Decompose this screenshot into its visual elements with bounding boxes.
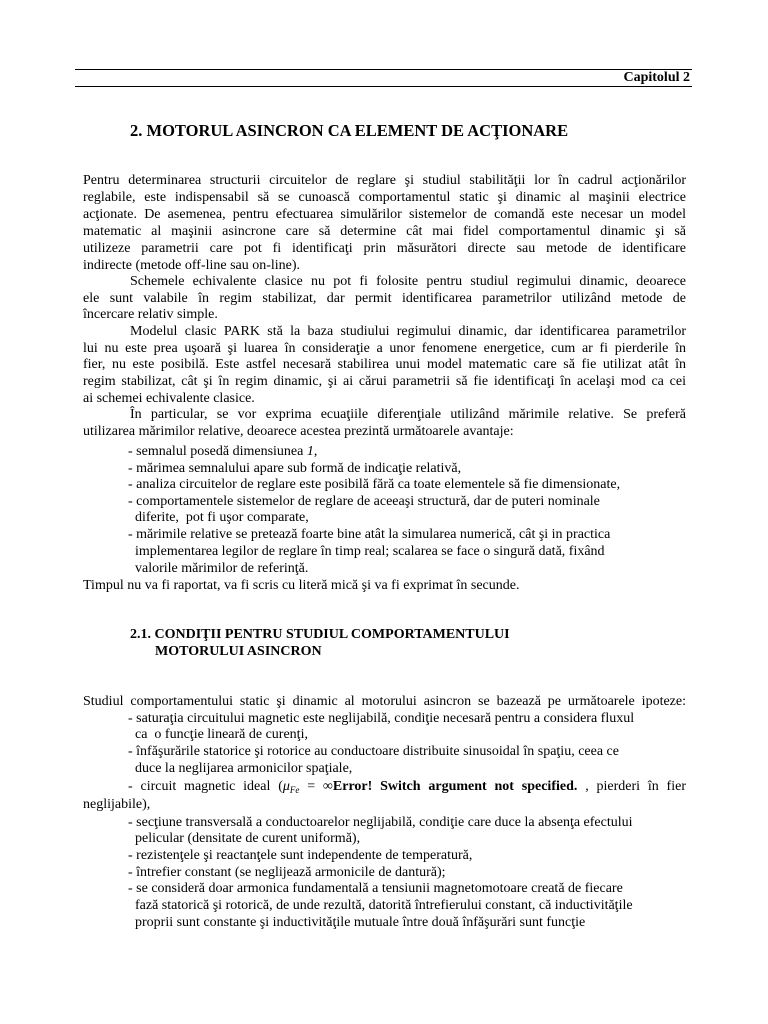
- hypothesis-item: [128, 779, 686, 799]
- hypothesis-item: ca o funcţie lineară de curenţi,: [128, 727, 308, 742]
- bullet-text: - semnalul posedă dimensiunea: [128, 444, 307, 459]
- paragraph-line: utilizarea mărimilor relative, deoarece acestea prezintă următoarele avantaje:: [83, 424, 514, 439]
- paragraph-line: utilizeze parametrii care pot fi identificaţi prin măsurători directe sau metode de identificare: [83, 241, 686, 256]
- subsection-title-line: 2.1. CONDIŢII PENTRU STUDIUL COMPORTAMENTULUI: [130, 627, 510, 642]
- mu-subscript: Fe: [289, 785, 300, 795]
- bullet-item: - mărimea semnalului apare sub formă de indicaţie relativă,: [128, 461, 462, 476]
- subsection-title-line: MOTORULUI ASINCRON: [155, 644, 322, 659]
- field-error-text: Error! Switch argument not specified.: [332, 779, 578, 794]
- hypothesis-item: proprii sunt constante şi inductivităţile mutuale între două înfăşurări sunt funcţie: [128, 915, 586, 930]
- paragraph-line: În particular, se vor exprima ecuaţiile diferenţiale utilizând mărimile relative. Se preferă: [130, 407, 686, 422]
- paragraph-line: reglabile, este indispensabil să se cunoască comportamentul static şi dinamic al maşinii electrice: [83, 190, 686, 205]
- bullet-item: - mărimile relative se pretează foarte bine atât la simularea numerică, cât şi in practica: [128, 527, 611, 542]
- hypothesis-text: - circuit magnetic ideal (: [128, 779, 283, 794]
- paragraph-line: indirecte (metode off-line sau on-line).: [83, 258, 301, 273]
- bullet-item: [128, 444, 317, 461]
- hypothesis-item: - întrefier constant (se neglijează armonicile de dantură);: [128, 865, 446, 880]
- bullet-item: - analiza circuitelor de reglare este posibilă fără ca toate elementele să fie dimensionate,: [128, 477, 621, 492]
- dimension-value: 1: [306, 444, 314, 459]
- paragraph-line: fier, nu este posibilă. Este astfel necesară stabilirea unui model matematic care să fie utilizat atât în: [83, 357, 686, 372]
- paragraph-line: acţionate. De asemenea, pentru efectuarea simulărilor sistemelor de comandă este necesar un model: [83, 207, 686, 222]
- header-rule-top: [75, 69, 692, 70]
- paragraph-line: regim stabilizat, cât şi în regim dinamic, şi ai cărui parametrii să fie identificaţi în acelaşi mod ca cei: [83, 374, 686, 389]
- paragraph-line: Studiul comportamentului static şi dinamic al motorului asincron se bazează pe următoarele ipoteze:: [83, 694, 686, 709]
- hypothesis-item: - rezistenţele şi reactanţele sunt independente de temperatură,: [128, 848, 473, 863]
- bullet-item: valorile mărimilor de referinţă.: [128, 561, 309, 576]
- chapter-label: Capitolul 2: [623, 70, 690, 85]
- paragraph-line: încercare relativ simple.: [83, 307, 218, 322]
- paragraph-line: ele sunt valabile în regim stabilizat, dar permit identificarea parametrilor utilizând metode de: [83, 291, 686, 306]
- header-rule-bottom: [75, 86, 692, 87]
- paragraph-line: lui nu este prea uşoară şi luarea în consideraţie a unor fenomene energetice, cum ar fi pierderile în: [83, 341, 686, 356]
- hypothesis-item: - secţiune transversală a conductoarelor neglijabilă, condiţie care duce la absenţa efectului: [128, 815, 633, 830]
- mu-symbol: μ: [282, 779, 290, 794]
- hypothesis-item: pelicular (densitate de curent uniformă),: [128, 831, 361, 846]
- bullet-item: diferite, pot fi uşor comparate,: [128, 510, 309, 525]
- paragraph-line: Timpul nu va fi raportat, va fi scris cu literă mică şi va fi exprimat în secunde.: [83, 578, 520, 593]
- subsection-title: [130, 626, 510, 660]
- paragraph-line: matematic al maşinii asincrone care să determine cât mai fidel comportamentul dinamic şi să: [83, 224, 686, 239]
- hypothesis-item: neglijabile),: [83, 797, 151, 812]
- hypothesis-item: duce la neglijarea armonicilor spaţiale,: [128, 761, 353, 776]
- paragraph-line: Pentru determinarea structurii circuitelor de reglare şi studiul stabilităţii lor în cadrul acţionărilor: [83, 173, 686, 188]
- hypothesis-text: , pierderi în fier: [577, 779, 686, 794]
- bullet-item: - comportamentele sistemelor de reglare de aceeaşi structură, dar de puteri nominale: [128, 494, 600, 509]
- hypothesis-item: - înfăşurările statorice şi rotorice au conductoare distribuite sinusoidal în spaţiu, ceea ce: [128, 744, 619, 759]
- paragraph-line: Schemele echivalente clasice nu pot fi folosite pentru studiul regimului dinamic, deoarece: [130, 274, 686, 289]
- paragraph-line: ai schemei echivalente clasice.: [83, 391, 255, 406]
- hypothesis-item: fază statorică şi rotorică, de unde rezultă, datorită întrefierului constant, că inductivităţile: [128, 898, 633, 913]
- hypothesis-item: - saturaţia circuitului magnetic este neglijabilă, condiţie necesară pentru a considera fluxul: [128, 711, 635, 726]
- hypothesis-item: - se consideră doar armonica fundamentală a tensiunii magnetomotoare creată de fiecare: [128, 881, 623, 896]
- bullet-text: ,: [313, 444, 318, 459]
- section-title: 2. MOTORUL ASINCRON CA ELEMENT DE ACŢIONARE: [130, 121, 569, 140]
- bullet-item: implementarea legilor de reglare în timp real; scalarea se face o singură dată, fixând: [128, 544, 605, 559]
- paragraph-line: Modelul clasic PARK stă la baza studiului regimului dinamic, dar identificarea parametrilor: [130, 324, 686, 339]
- infinity-equation: = ∞: [299, 779, 333, 794]
